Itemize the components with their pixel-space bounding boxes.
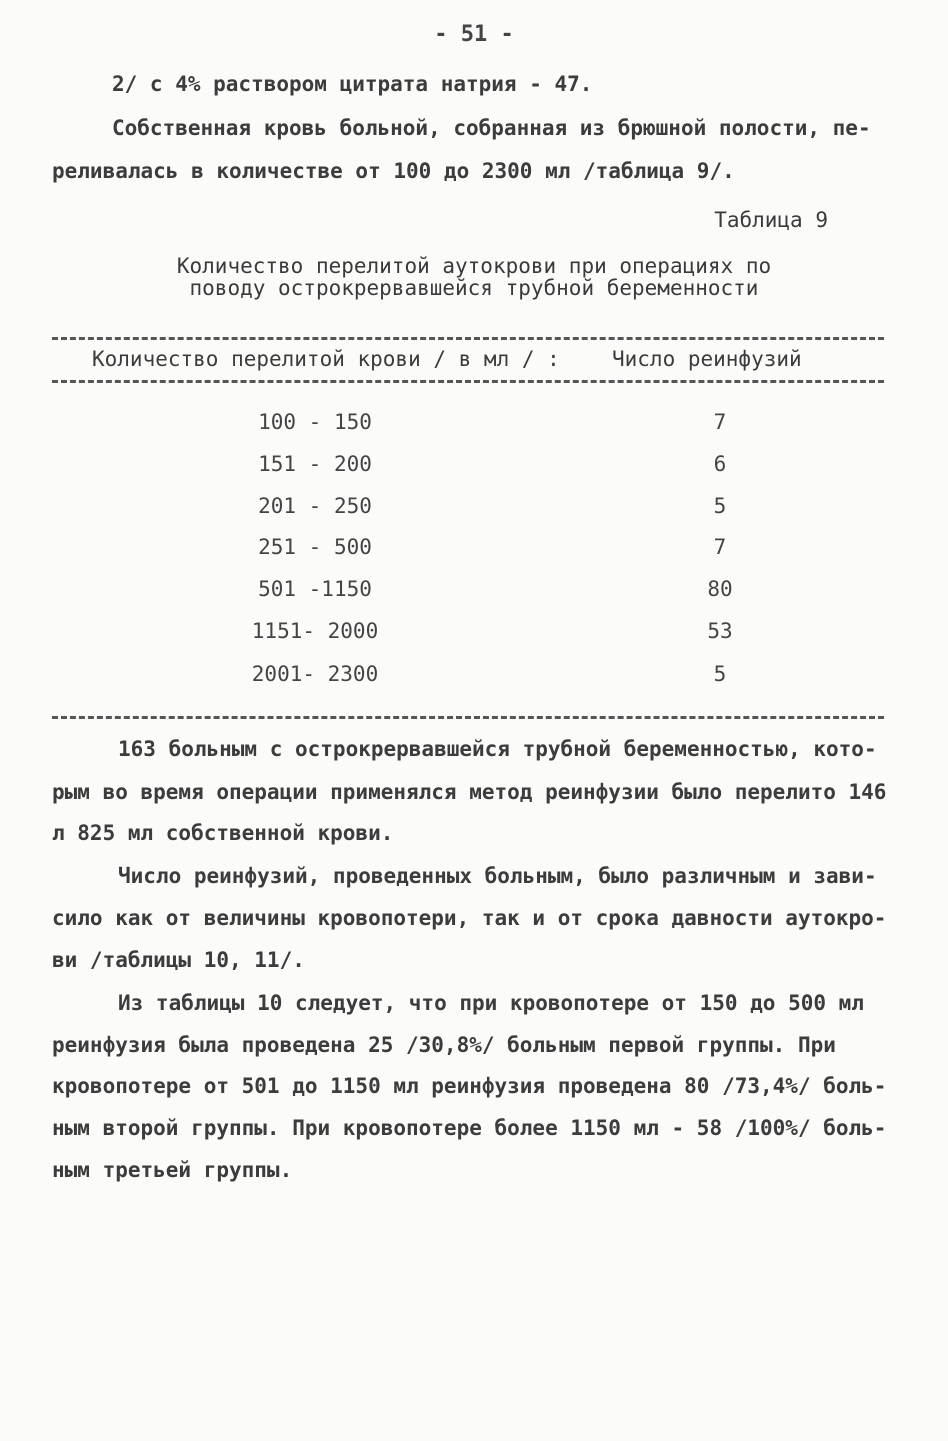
table-cell-count: 6 [713, 452, 727, 476]
table-cell-range: 251 - 500 [258, 535, 372, 559]
table-cell-count: 53 [707, 619, 733, 643]
paragraph-line: рым во время операции применялся метод реинфузии было перелито 146 [52, 780, 887, 804]
table-cell-count: 5 [713, 662, 727, 686]
table-header-right: Число реинфузий [612, 347, 802, 371]
paragraph-line: ви /таблицы 10, 11/. [52, 948, 305, 972]
table-cell-count: 7 [713, 535, 727, 559]
paragraph-line: ным третьей группы. [52, 1158, 293, 1182]
intro-line: реливалась в количестве от 100 до 2300 мл /таблица 9/. [52, 159, 735, 183]
paragraph-line: сило как от величины кровопотери, так и от срока давности аутокро- [52, 906, 887, 930]
table-cell-range: 1151- 2000 [251, 619, 379, 643]
paragraph-line: кровопотере от 501 до 1150 мл реинфузия проведена 80 /73,4%/ боль- [52, 1074, 887, 1098]
table-cell-range: 2001- 2300 [251, 662, 379, 686]
table-header-left: Количество перелитой крови / в мл / : [92, 347, 560, 371]
table-header-rule [52, 380, 884, 383]
paragraph-line: ным второй группы. При кровопотере более 1150 мл - 58 /100%/ боль- [52, 1116, 887, 1140]
intro-line: Собственная кровь больной, собранная из брюшной полости, пе- [112, 116, 871, 140]
paragraph-line: Число реинфузий, проведенных больным, было различным и зави- [118, 864, 877, 888]
table-cell-count: 80 [707, 577, 733, 601]
paragraph-line: Из таблицы 10 следует, что при кровопотере от 150 до 500 мл [118, 991, 864, 1015]
table-cell-range: 151 - 200 [258, 452, 372, 476]
paragraph-line: л 825 мл собственной крови. [52, 821, 394, 845]
table-label: Таблица 9 [714, 208, 828, 232]
table-caption-line: поводу острокрервавшейся трубной беременности [189, 276, 759, 300]
paragraph-line: реинфузия была проведена 25 /30,8%/ больным первой группы. При [52, 1033, 836, 1057]
table-caption-line: Количество перелитой аутокрови при операциях по [176, 254, 772, 278]
table-top-rule [52, 337, 884, 340]
table-cell-range: 100 - 150 [258, 410, 372, 434]
page-number: - 51 - [434, 22, 514, 47]
table-cell-range: 201 - 250 [258, 494, 372, 518]
intro-line: 2/ с 4% раствором цитрата натрия - 47. [112, 72, 593, 96]
table-cell-count: 5 [713, 494, 727, 518]
table-cell-count: 7 [713, 410, 727, 434]
paragraph-line: 163 больным с острокрервавшейся трубной беременностью, кото- [118, 737, 877, 761]
table-bottom-rule [52, 716, 884, 719]
table-cell-range: 501 -1150 [258, 577, 372, 601]
